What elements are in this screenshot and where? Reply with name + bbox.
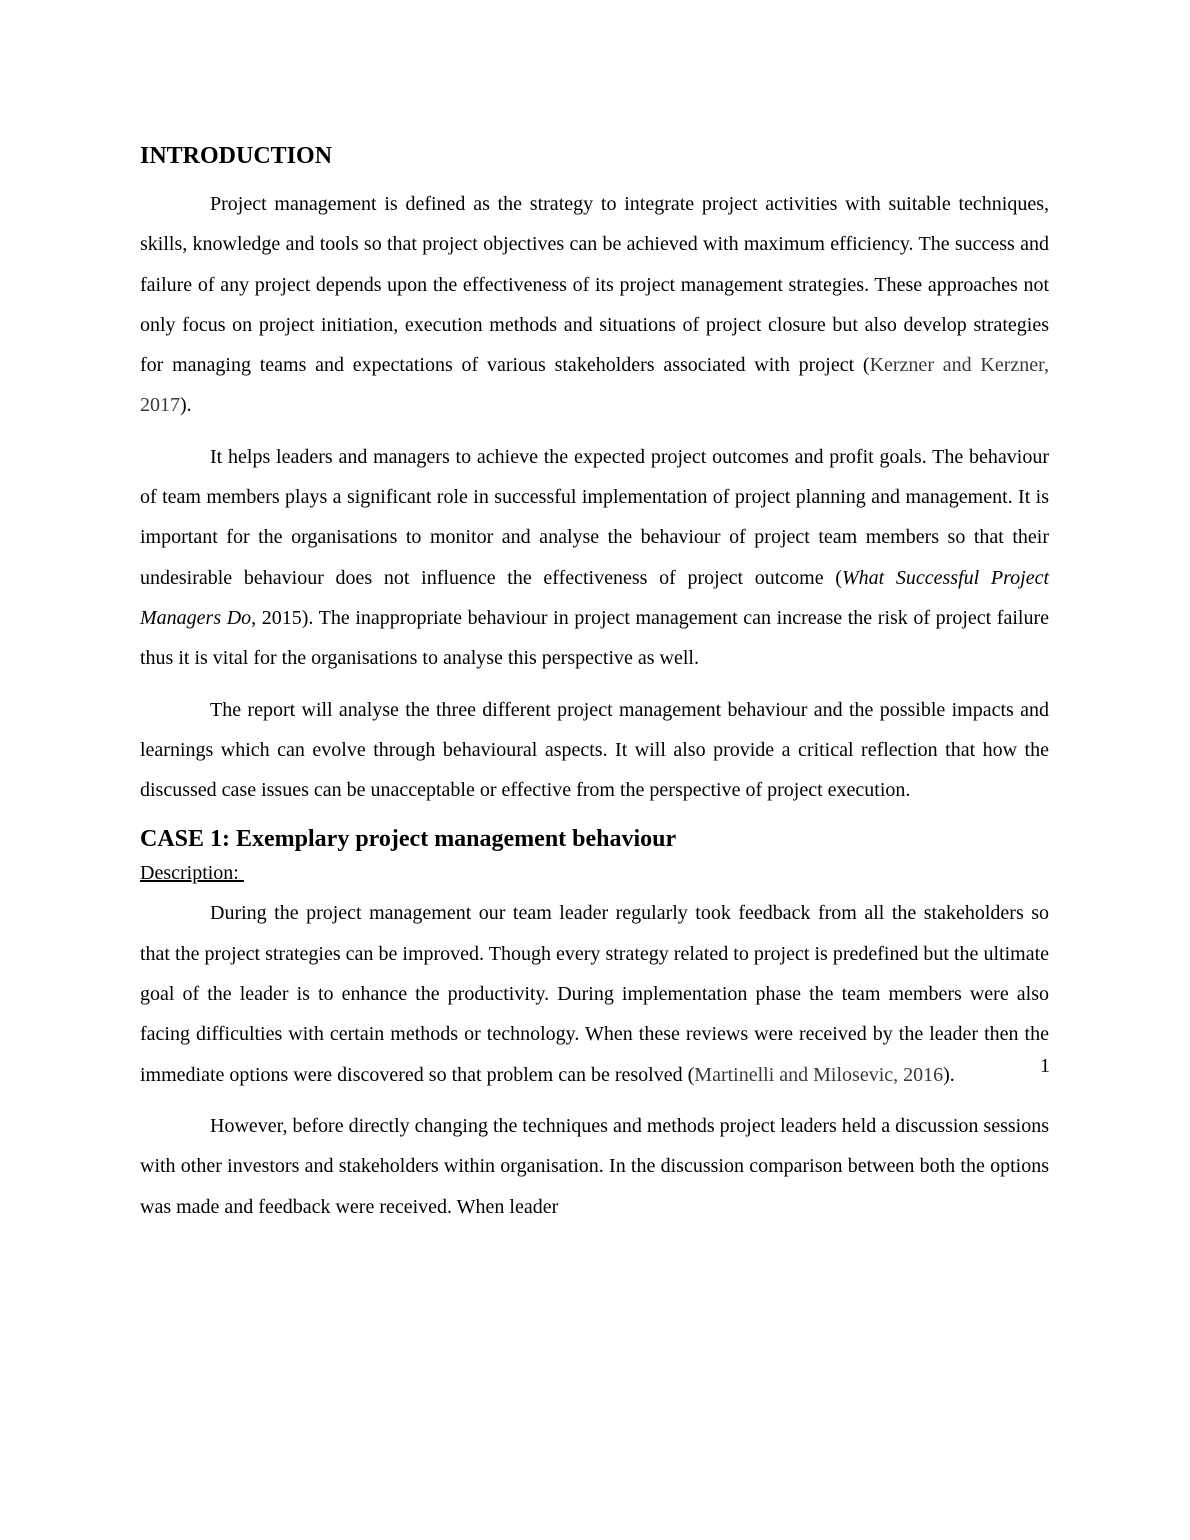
page-content — [140, 138, 1049, 1238]
case1-paragraph-1: During the project management our team leader regularly took feedback from all the stakeholders so that the project strategies can be improved. Though every strategy related to project is predefined but the ultimate goal of the leader is to enhance the productivity. During implementation phase the team members were also facing difficulties with certain methods or technology. When these reviews were received by the leader then the immediate options were discovered so that problem can be resolved (Martinelli and Milosevic, 2016). — [140, 902, 1049, 1086]
intro-paragraph-1: Project management is defined as the strategy to integrate project activities with suitable techniques, skills, knowledge and tools so that project objectives can be achieved with maximum efficiency. The success and failure of any project depends upon the effectiveness of its project management strategies. These approaches not only focus on project initiation, execution methods and situations of project closure but also develop strategies for managing teams and expectations of various stakeholders associated with project (Kerzner and Kerzner, 2017). — [140, 193, 1049, 417]
description-subheading: Description: — [140, 862, 244, 885]
citation-kerzner: Kerzner and Kerzner, 2017 — [140, 354, 1049, 417]
introduction-heading: INTRODUCTION — [140, 143, 333, 169]
case1-paragraph-2: However, before directly changing the techniques and methods project leaders held a discussion sessions with other investors and stakeholders within organisation. In the discussion comparison between both the options was made and feedback were received. When leader — [140, 1114, 1049, 1218]
intro-paragraph-3: The report will analyse the three different project management behaviour and the possible impacts and learnings which can evolve through behavioural aspects. It will also provide a critical reflection that how the discussed case issues can be unacceptable or effective from the perspective of project execution. — [140, 698, 1049, 802]
intro-paragraph-2: It helps leaders and managers to achieve the expected project outcomes and profit goals. The behaviour of team members plays a significant role in successful implementation of project planning and management. It is important for the organisations to monitor and analyse the behaviour of project team members so that their undesirable behaviour does not influence the effectiveness of project outcome (What Successful Project Managers Do, 2015). The inappropriate behaviour in project management can increase the risk of project failure thus it is vital for the organisations to analyse this perspective as well. — [140, 445, 1050, 670]
case1-heading: CASE 1: Exemplary project management behaviour — [140, 826, 677, 853]
citation-martinelli: Martinelli and Milosevic, 2016 — [694, 1063, 944, 1086]
citation-title: What Successful Project Managers Do — [140, 566, 1050, 629]
page-number: 1 — [1040, 1055, 1050, 1077]
